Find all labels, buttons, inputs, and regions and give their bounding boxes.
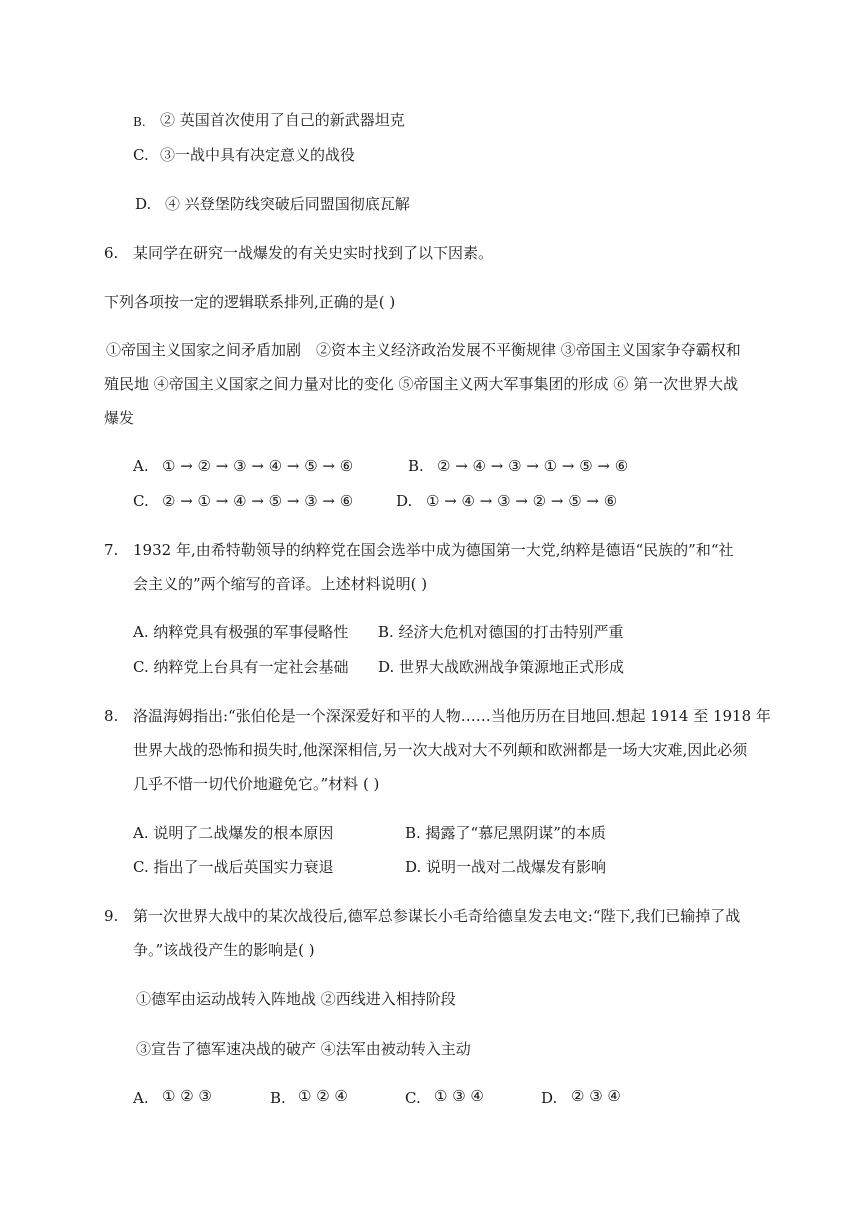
- q6-option-a-text: ① → ② → ③ → ④ → ⑤ → ⑥: [162, 457, 354, 475]
- q9-items-line2: ③宣告了德军速决战的破产 ④法军由被动转入主动: [136, 1040, 471, 1058]
- q5-option-c-label: C.: [133, 146, 149, 164]
- q7-stem-line2: 会主义的”两个缩写的音译。上述材料说明( ): [133, 575, 428, 593]
- q9-option-a-label: A.: [133, 1089, 149, 1107]
- q6-option-c-text: ② → ① → ④ → ⑤ → ③ → ⑥: [162, 492, 354, 510]
- q9-option-a-text: ① ② ③: [162, 1087, 212, 1105]
- q9-number: 9.: [104, 907, 119, 925]
- q7-stem-line1: 1932 年,由希特勒领导的纳粹党在国会选举中成为德国第一大党,纳粹是德语“民族的”和“社: [133, 541, 734, 559]
- q6-factors-line1: ①帝国主义国家之间矛盾加剧 ②资本主义经济政治发展不平衡规律 ③帝国主义国家争夺霸权和: [106, 341, 741, 359]
- q5-option-c-text: ③一战中具有决定意义的战役: [160, 146, 356, 164]
- q7-option-c: C. 纳粹党上台具有一定社会基础: [133, 658, 349, 676]
- q8-option-c: C. 指出了一战后英国实力衰退: [133, 858, 334, 876]
- q6-factors-line2: 殖民地 ④帝国主义国家之间力量对比的变化 ⑤帝国主义两大军事集团的形成 ⑥ 第一次世界大战: [104, 375, 739, 393]
- q9-option-d-label: D.: [541, 1089, 558, 1107]
- q6-option-d-text: ① → ④ → ③ → ② → ⑤ → ⑥: [426, 492, 618, 510]
- q9-option-b-text: ① ② ④: [298, 1087, 348, 1105]
- q9-items-line1: ①德军由运动战转入阵地战 ②西线进入相持阶段: [136, 990, 456, 1008]
- q9-stem-line2: 争。”该战役产生的影响是( ): [133, 941, 315, 959]
- q8-option-d: D. 说明一战对二战爆发有影响: [405, 858, 607, 876]
- q8-option-b: B. 揭露了“慕尼黑阴谋”的本质: [405, 824, 606, 842]
- q9-option-c-label: C.: [405, 1089, 421, 1107]
- q9-option-b-label: B.: [270, 1089, 286, 1107]
- q9-stem-line1: 第一次世界大战中的某次战役后,德军总参谋长小毛奇给德皇发去电文:“陛下,我们已输掉了战: [133, 907, 741, 925]
- q5-option-d-text: ④ 兴登堡防线突破后同盟国彻底瓦解: [165, 195, 410, 213]
- q9-option-c-text: ① ③ ④: [434, 1087, 484, 1105]
- q7-option-b: B. 经济大危机对德国的打击特别严重: [378, 623, 624, 641]
- q8-option-a: A. 说明了二战爆发的根本原因: [133, 824, 334, 842]
- q8-number: 8.: [104, 707, 119, 725]
- q7-number: 7.: [104, 541, 119, 559]
- q6-factors-line3: 爆发: [104, 409, 135, 427]
- q6-number: 6.: [104, 244, 119, 262]
- q7-option-d: D. 世界大战欧洲战争策源地正式形成: [378, 658, 625, 676]
- q8-stem-line2: 世界大战的恐怖和损失时,他深深相信,另一次大战对大不列颠和欧洲都是一场大灾难,因此必须: [133, 741, 748, 759]
- q6-option-b-label: B.: [408, 457, 424, 475]
- q5-option-d-label: D.: [135, 195, 152, 213]
- q8-stem-line3: 几乎不惜一切代价地避免它。”材料 ( ): [133, 775, 380, 793]
- q6-option-b-text: ② → ④ → ③ → ① → ⑤ → ⑥: [437, 457, 629, 475]
- q6-stem: 某同学在研究一战爆发的有关史实时找到了以下因素。: [133, 244, 494, 262]
- q7-option-a: A. 纳粹党具有极强的军事侵略性: [133, 623, 349, 641]
- q5-option-b-label: B.: [133, 115, 146, 129]
- q8-stem-line1: 洛温海姆指出:“张伯伦是一个深深爱好和平的人物……当他历历在目地回.想起 1914 至 1918 年: [133, 707, 771, 725]
- q6-prompt: 下列各项按一定的逻辑联系排列,正确的是( ): [104, 293, 396, 311]
- q9-option-d-text: ② ③ ④: [571, 1087, 621, 1105]
- q6-option-d-label: D.: [396, 492, 413, 510]
- q6-option-c-label: C.: [133, 492, 149, 510]
- q5-option-b-text: ② 英国首次使用了自己的新武器坦克: [160, 111, 405, 129]
- q6-option-a-label: A.: [133, 457, 149, 475]
